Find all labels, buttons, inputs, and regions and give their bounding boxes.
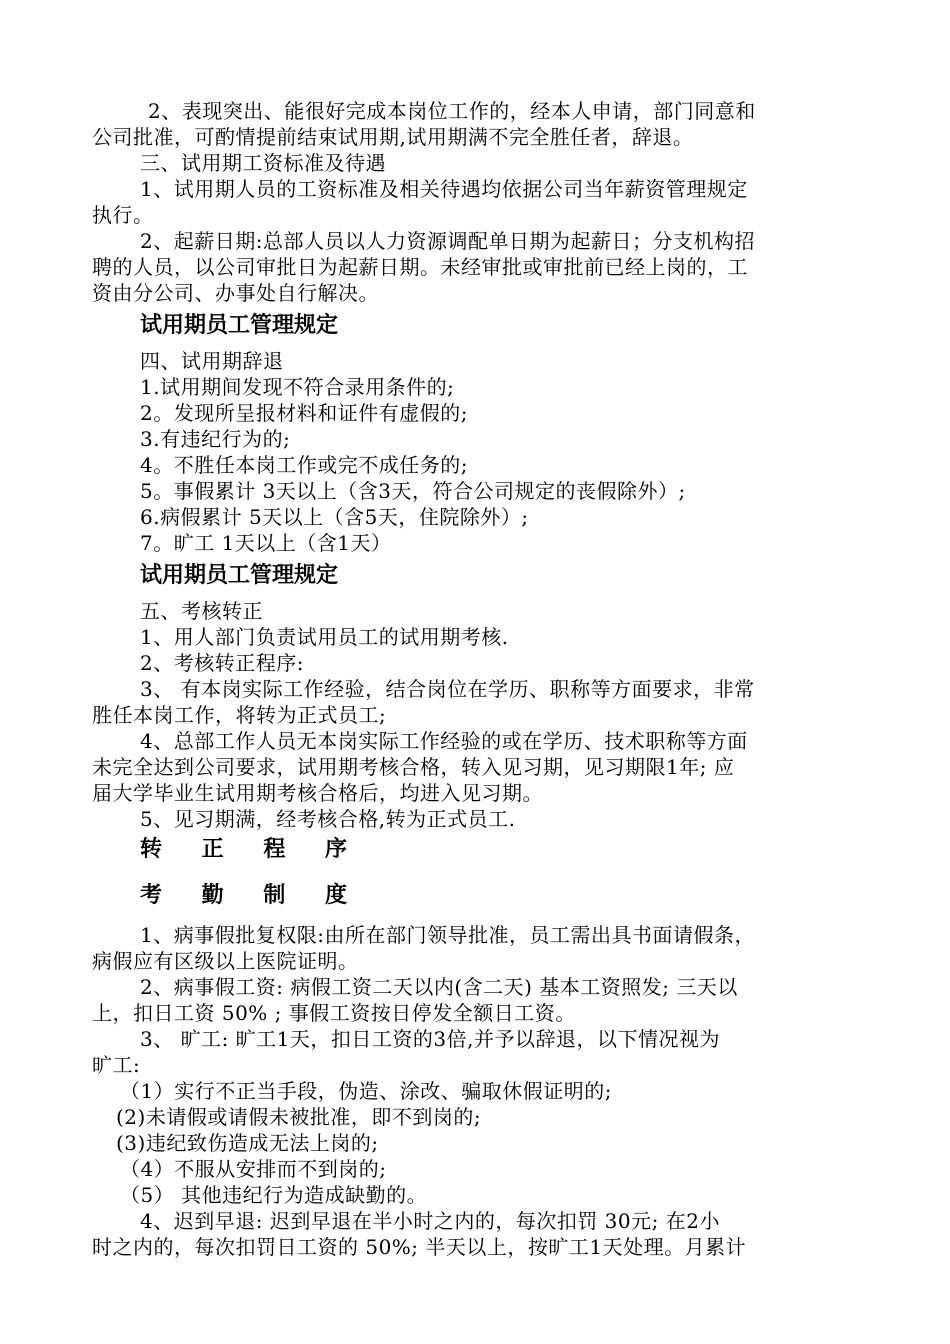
list-item: （1）实行不正当手段，伪造、涂改、骗取休假证明的; <box>120 1079 612 1103</box>
paragraph-line: 2、起薪日期:总部人员以人力资源调配单日期为起薪日；分支机构招 <box>140 229 755 253</box>
page-title: 试用期员工管理规定 <box>140 563 339 588</box>
section-heading: 五、考核转正 <box>140 599 263 623</box>
paragraph-line: 时之内的，每次扣罚日工资的 50%; 半天以上，按旷工1天处理。月累计 <box>92 1235 747 1259</box>
paragraph-line: 届大学毕业生试用期考核合格后，均进入见习期。 <box>92 781 543 805</box>
section-title: 考 勤 制 度 <box>140 883 363 908</box>
paragraph-line: 执行。 <box>92 203 154 227</box>
list-item: （5） 其他违纪行为造成缺勤的。 <box>120 1183 428 1207</box>
paragraph-line: 旷工: <box>92 1053 141 1077</box>
list-item: 4。不胜任本岗工作或完不成任务的; <box>140 453 468 477</box>
paragraph-line: 4、总部工作人员无本岗实际工作经验的或在学历、技术职称等方面 <box>140 729 748 753</box>
list-item: 5。事假累计 3天以上（含3天，符合公司规定的丧假除外）; <box>140 479 686 503</box>
list-item: 6.病假累计 5天以上（含5天，住院除外）; <box>140 505 529 529</box>
paragraph-line: 公司批准，可酌情提前结束试用期,试用期满不完全胜任者，辞退。 <box>92 125 694 149</box>
paragraph-line: 4、迟到早退: 迟到早退在半小时之内的，每次扣罚 30元; 在2小 <box>140 1209 720 1233</box>
list-item: 3.有违纪行为的; <box>140 427 291 451</box>
list-item: (2)未请假或请假未被批准，即不到岗的; <box>116 1105 482 1129</box>
paragraph-line: 资由分公司、办事处自行解决。 <box>92 281 379 305</box>
paragraph-line: 3、 旷工: 旷工1天，扣日工资的3倍,并予以辞退，以下情况视为 <box>140 1027 720 1051</box>
list-item: 2。发现所呈报材料和证件有虚假的; <box>140 401 468 425</box>
paragraph-line: 胜任本岗工作，将转为正式员工; <box>92 703 387 727</box>
paragraph-line: 3、 有本岗实际工作经验，结合岗位在学历、职称等方面要求，非常 <box>140 677 755 701</box>
paragraph-line: 2、表现突出、能很好完成本岗位工作的，经本人申请，部门同意和 <box>148 99 756 123</box>
paragraph-line: 聘的人员，以公司审批日为起薪日期。未经审批或审批前已经上岗的，工 <box>92 255 748 279</box>
list-item: 2、考核转正程序: <box>140 651 304 675</box>
paragraph-line: 1、病事假批复权限:由所在部门领导批准，员工需出具书面请假条， <box>140 923 755 947</box>
list-item: 5、见习期满，经考核合格,转为正式员工. <box>140 807 516 831</box>
list-item: (3)违纪致伤造成无法上岗的; <box>116 1131 379 1155</box>
list-item: （4）不服从安排而不到岗的; <box>120 1157 387 1181</box>
paragraph-line: 2、病事假工资: 病假工资二天以内(含二天) 基本工资照发; 三天以 <box>140 975 738 999</box>
paragraph-line: 1、试用期人员的工资标准及相关待遇均依据公司当年薪资管理规定 <box>140 177 748 201</box>
list-item: 1、用人部门负责试用员工的试用期考核. <box>140 625 509 649</box>
section-title: 转 正 程 序 <box>140 837 363 862</box>
list-item: 7。旷工 1天以上（含1天） <box>140 531 392 555</box>
section-heading: 三、试用期工资标准及待遇 <box>140 151 386 175</box>
paragraph-line: 上，扣日工资 50% ; 事假工资按日停发全额日工资。 <box>92 1001 576 1025</box>
paragraph-line: 未完全达到公司要求，试用期考核合格，转入见习期，见习期限1年; 应 <box>92 755 735 779</box>
page-title: 试用期员工管理规定 <box>140 313 339 338</box>
paragraph-line: 病假应有区级以上医院证明。 <box>92 949 359 973</box>
list-item: 1.试用期间发现不符合录用条件的; <box>140 375 455 399</box>
section-heading: 四、试用期辞退 <box>140 349 284 373</box>
